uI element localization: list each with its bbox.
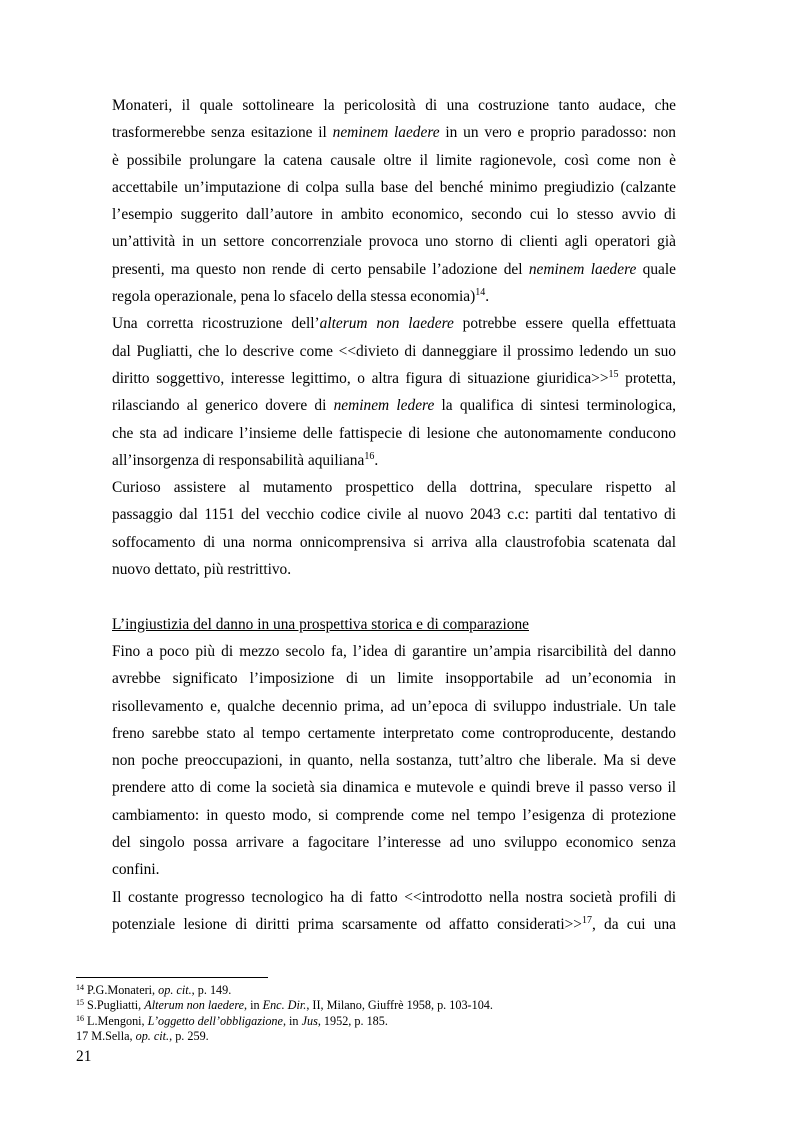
text-line: cambiamento: in questo modo, si comprende come nel tempo l’esigenza di protezione (112, 806, 676, 824)
text-line: risollevamento e, qualche decennio prima, ad un’epoca di sviluppo industriale. Un tale (112, 697, 676, 715)
text-line: accettabile un’imputazione di colpa sulla base del benché minimo pregiudizio (calzante (112, 178, 676, 196)
paragraph-3 (112, 474, 676, 583)
footnote-ref-16: 16 (364, 450, 375, 462)
body-text (112, 92, 676, 938)
text-line: Una corretta ricostruzione dell’alterum non laedere potrebbe essere quella effettuata (112, 315, 676, 333)
text-line: non poche preoccupazioni, in quanto, nella sostanza, tutt’altro che liberale. Ma si deve (112, 752, 676, 770)
text-line: prendere atto di come la società sia dinamica e mutevole e quindi breve il passo verso il (112, 779, 676, 797)
text-line: Fino a poco più di mezzo secolo fa, l’idea di garantire un’ampia risarcibilità del danno (112, 642, 676, 660)
text-line: confini. (112, 861, 160, 879)
footnote-ref-14: 14 (475, 287, 486, 299)
text-line: potenziale lesione di diritti prima scarsamente od affatto considerati>>$^{17}$, da cui una (112, 914, 676, 933)
paragraph-5 (112, 884, 676, 939)
text-line: dal Pugliatti, che lo descrive come <<divieto di danneggiare il prossimo ledendo un suo (112, 342, 676, 360)
page-number: 21 (76, 1048, 92, 1065)
text-line: passaggio dal 1151 del vecchio codice civile al nuovo 2043 c.c: partiti dal tentativo di (112, 506, 676, 524)
footnote-14: $^{14}$ P.G.Monateri, op. cit., p. 149. (76, 983, 232, 997)
paragraph-4 (112, 638, 676, 884)
text-line: soffocamento di una norma onnicomprensiva si arriva alla claustrofobia scatenata dal (112, 533, 676, 551)
text-line: Curioso assistere al mutamento prospettico della dottrina, speculare rispetto al (112, 479, 676, 497)
text-line: un’attività in un settore concorrenziale provoca uno storno di clienti agli operatori già (112, 233, 676, 251)
text-line: diritto soggettivo, interesse legittimo, o altra figura di situazione giuridica>>$^{15}$ protetta, (112, 368, 677, 387)
text-line: presenti, ma questo non rende di certo pensabile l’adozione del neminem laedere quale (112, 260, 676, 278)
footnote-ref-15: 15 (608, 368, 619, 380)
paragraph-2 (112, 310, 676, 474)
paragraph-1 (112, 92, 676, 310)
text-line: del singolo possa arrivare a fagocitare l’interesse ad uno sviluppo economico senza (112, 834, 676, 852)
text-line: avrebbe significato l’imposizione di un limite insopportabile ad un’economia in (112, 670, 676, 688)
text-line: trasformerebbe senza esitazione il neminem laedere in un vero e proprio paradosso: non (112, 124, 676, 142)
footnote-17: 17 M.Sella, op. cit., p. 259. (76, 1028, 209, 1043)
text-line: l’esempio suggerito dall’autore in ambito economico, secondo cui lo stesso avvio di (112, 206, 676, 224)
footnote-16: $^{16}$ L.Mengoni, L’oggetto dell’obbligazione, in Jus, 1952, p. 185. (76, 1013, 388, 1028)
footnote-separator (76, 977, 268, 978)
text-line: regola operazionale, pena lo sfacelo della stessa economia)$^{14}$. (112, 287, 490, 306)
text-line: all’insorgenza di responsabilità aquiliana$^{16}$. (112, 450, 379, 469)
text-line: rilasciando al generico dovere di neminem ledere la qualifica di sintesi terminologica, (112, 397, 676, 415)
footnote-15: $^{15}$ S.Pugliatti, Alterum non laedere, in Enc. Dir., II, Milano, Giuffrè 1958, p. 103-104. (76, 998, 493, 1013)
text-line: Monateri, il quale sottolineare la pericolosità di una costruzione tanto audace, che (112, 97, 676, 114)
section-heading: L’ingiustizia del danno in una prospettiva storica e di comparazione (112, 615, 529, 633)
text-line: che sta ad indicare l’insieme delle fattispecie di lesione che autonomamente conducono (112, 424, 676, 442)
footnote-ref-17: 17 (581, 914, 592, 926)
paragraph-gap (112, 583, 676, 610)
text-line: Il costante progresso tecnologico ha di fatto <<introdotto nella nostra società profili di (112, 888, 676, 906)
text-line: freno sarebbe stato al tempo certamente interpretato come controproducente, destando (112, 724, 676, 742)
text-line: è possibile prolungare la catena causale oltre il limite ragionevole, così come non è (112, 151, 676, 169)
text-line: nuovo dettato, più restrittivo. (112, 561, 292, 579)
footnotes (76, 983, 716, 1044)
